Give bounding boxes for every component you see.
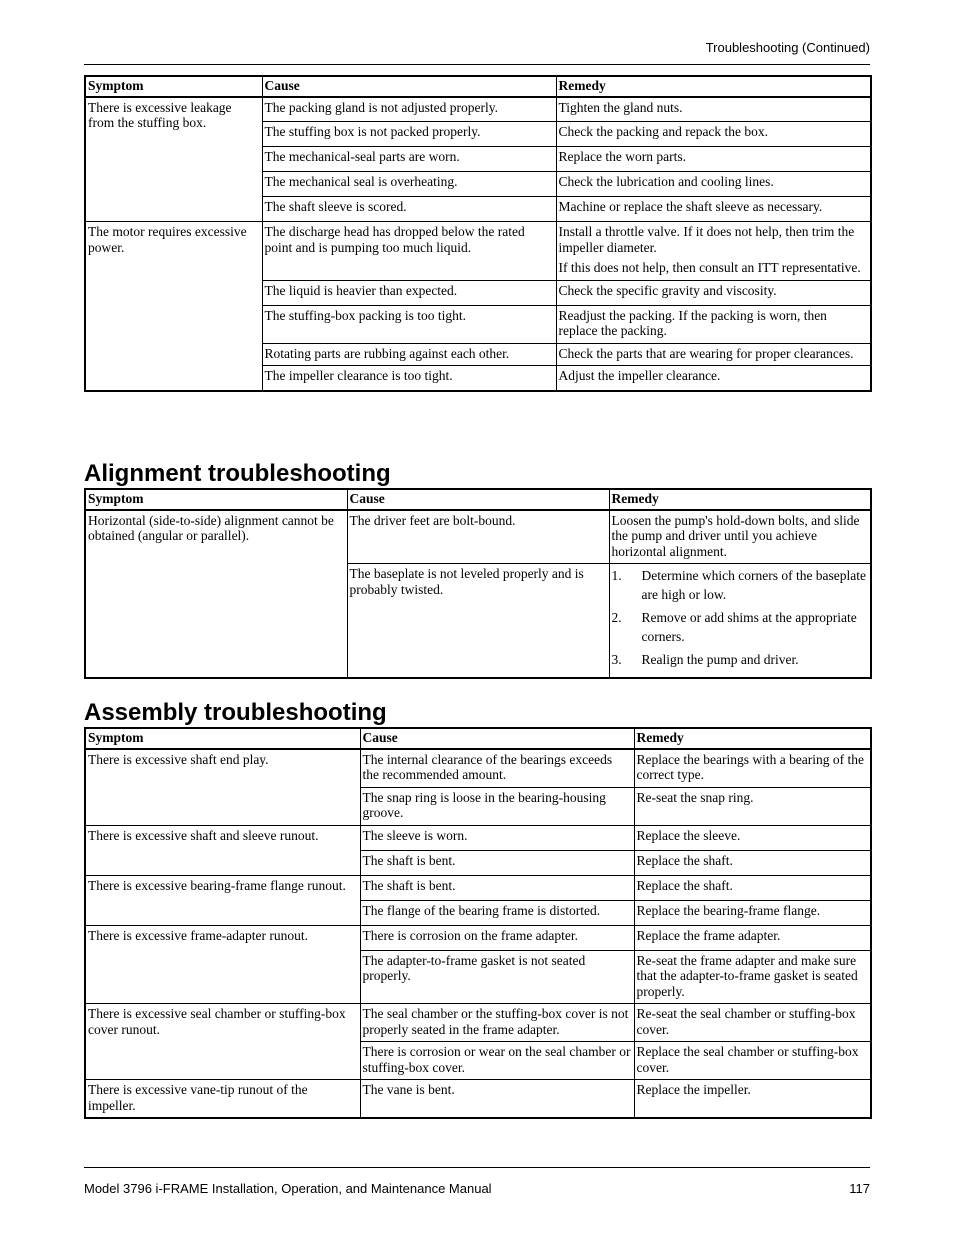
cause-cell: The stuffing box is not packed properly. <box>262 122 556 147</box>
cause-cell: The flange of the bearing frame is distorted. <box>360 900 634 925</box>
remedy-cell: Check the specific gravity and viscosity. <box>556 280 871 305</box>
remedy-cell: Tighten the gland nuts. <box>556 97 871 122</box>
remedy-cell: Loosen the pump's hold-down bolts, and slide the pump and driver until you achieve horizontal alignment. <box>609 510 871 564</box>
cause-cell: The vane is bent. <box>360 1080 634 1119</box>
manual-title: Model 3796 i-FRAME Installation, Operation, and Maintenance Manual <box>84 1181 492 1196</box>
remedy-cell <box>556 222 871 281</box>
remedy-cell: Machine or replace the shaft sleeve as necessary. <box>556 197 871 222</box>
table-row <box>85 1080 871 1119</box>
cause-cell: There is corrosion or wear on the seal chamber or stuffing-box cover. <box>360 1042 634 1080</box>
remedy-cell <box>609 564 871 679</box>
troubleshooting-table <box>84 75 872 392</box>
symptom-cell: There is excessive vane-tip runout of the impeller. <box>85 1080 360 1119</box>
col-header-cause: Cause <box>347 489 609 510</box>
page-number: 117 <box>849 1181 870 1196</box>
remedy-cell: Replace the worn parts. <box>556 147 871 172</box>
cause-cell: Rotating parts are rubbing against each other. <box>262 343 556 366</box>
list-item <box>612 650 869 669</box>
remedy-cell: Replace the impeller. <box>634 1080 871 1119</box>
symptom-cell: There is excessive bearing-frame flange runout. <box>85 875 360 925</box>
step-text: Determine which corners of the baseplate are high or low. <box>641 568 867 602</box>
symptom-cell: There is excessive seal chamber or stuffing-box cover runout. <box>85 1004 360 1080</box>
remedy-cell: Replace the shaft. <box>634 850 871 875</box>
list-item <box>612 566 869 604</box>
remedy-cell: Re-seat the snap ring. <box>634 787 871 825</box>
remedy-cell: Check the parts that are wearing for proper clearances. <box>556 343 871 366</box>
footer-rule <box>84 1167 870 1168</box>
col-header-symptom: Symptom <box>85 489 347 510</box>
step-text: Realign the pump and driver. <box>641 652 799 667</box>
remedy-cell: Check the lubrication and cooling lines. <box>556 172 871 197</box>
cause-cell: The shaft is bent. <box>360 850 634 875</box>
cause-cell: The shaft sleeve is scored. <box>262 197 556 222</box>
cause-cell: The driver feet are bolt-bound. <box>347 510 609 564</box>
cause-cell: The impeller clearance is too tight. <box>262 366 556 391</box>
table-row <box>85 510 871 564</box>
step-number: 3. <box>611 652 622 667</box>
table-row <box>85 1004 871 1042</box>
cause-cell: The seal chamber or the stuffing-box cover is not properly seated in the frame adapter. <box>360 1004 634 1042</box>
cause-cell: The liquid is heavier than expected. <box>262 280 556 305</box>
remedy-cell: Replace the sleeve. <box>634 825 871 850</box>
cause-cell: The snap ring is loose in the bearing-housing groove. <box>360 787 634 825</box>
symptom-cell: The motor requires excessive power. <box>85 222 262 391</box>
remedy-cell: Replace the shaft. <box>634 875 871 900</box>
symptom-cell: There is excessive shaft end play. <box>85 749 360 826</box>
table-row <box>85 749 871 788</box>
alignment-heading: Alignment troubleshooting <box>84 460 391 487</box>
remedy-text: Install a throttle valve. If it does not help, then trim the impeller diameter. <box>558 224 855 255</box>
cause-cell: The sleeve is worn. <box>360 825 634 850</box>
cause-cell: The adapter-to-frame gasket is not seated properly. <box>360 950 634 1004</box>
remedy-cell: Replace the bearing-frame flange. <box>634 900 871 925</box>
remedy-cell: Check the packing and repack the box. <box>556 122 871 147</box>
col-header-cause: Cause <box>360 728 634 749</box>
remedy-cell: Replace the frame adapter. <box>634 925 871 950</box>
remedy-cell: Re-seat the seal chamber or stuffing-box cover. <box>634 1004 871 1042</box>
assembly-heading: Assembly troubleshooting <box>84 699 387 726</box>
remedy-cell: Replace the bearings with a bearing of the correct type. <box>634 749 871 788</box>
col-header-symptom: Symptom <box>85 728 360 749</box>
remedy-cell: Readjust the packing. If the packing is worn, then replace the packing. <box>556 305 871 343</box>
table-row <box>85 222 871 281</box>
table-row <box>85 925 871 950</box>
alignment-table <box>84 488 872 679</box>
list-item <box>612 608 869 646</box>
cause-cell: The mechanical seal is overheating. <box>262 172 556 197</box>
table-row <box>85 97 871 122</box>
remedy-cell: Adjust the impeller clearance. <box>556 366 871 391</box>
step-text: Remove or add shims at the appropriate corners. <box>641 610 857 644</box>
table-row <box>85 825 871 850</box>
col-header-symptom: Symptom <box>85 76 262 97</box>
symptom-cell: There is excessive frame-adapter runout. <box>85 925 360 1004</box>
step-number: 1. <box>611 568 622 583</box>
symptom-cell: There is excessive leakage from the stuffing box. <box>85 97 262 222</box>
cause-cell: The shaft is bent. <box>360 875 634 900</box>
col-header-remedy: Remedy <box>556 76 871 97</box>
cause-cell: The stuffing-box packing is too tight. <box>262 305 556 343</box>
col-header-cause: Cause <box>262 76 556 97</box>
col-header-remedy: Remedy <box>634 728 871 749</box>
symptom-cell: Horizontal (side-to-side) alignment cannot be obtained (angular or parallel). <box>85 510 347 679</box>
cause-cell: The packing gland is not adjusted properly. <box>262 97 556 122</box>
running-header: Troubleshooting (Continued) <box>705 40 870 55</box>
step-number: 2. <box>611 610 622 625</box>
cause-cell: The internal clearance of the bearings exceeds the recommended amount. <box>360 749 634 788</box>
assembly-table <box>84 727 872 1119</box>
remedy-text: If this does not help, then consult an ITT representative. <box>558 260 861 275</box>
cause-cell: The mechanical-seal parts are worn. <box>262 147 556 172</box>
remedy-cell: Re-seat the frame adapter and make sure that the adapter-to-frame gasket is seated properly. <box>634 950 871 1004</box>
table-row <box>85 875 871 900</box>
cause-cell: The baseplate is not leveled properly and is probably twisted. <box>347 564 609 679</box>
remedy-cell: Replace the seal chamber or stuffing-box cover. <box>634 1042 871 1080</box>
cause-cell: There is corrosion on the frame adapter. <box>360 925 634 950</box>
remedy-steps <box>612 566 869 669</box>
cause-cell: The discharge head has dropped below the rated point and is pumping too much liquid. <box>262 222 556 281</box>
col-header-remedy: Remedy <box>609 489 871 510</box>
header-rule <box>84 64 870 65</box>
symptom-cell: There is excessive shaft and sleeve runout. <box>85 825 360 875</box>
